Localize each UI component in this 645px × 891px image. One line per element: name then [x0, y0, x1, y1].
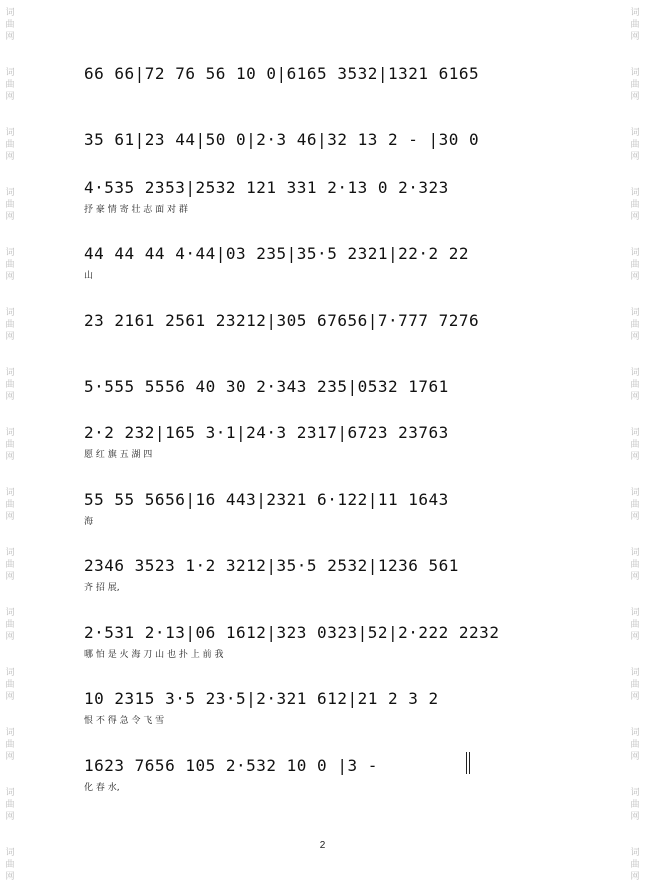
watermark-char: 词	[630, 788, 640, 798]
watermark-char: 词	[630, 548, 640, 558]
lyric-line-3: 抒 豪 情 寄 壮 志 面 对 群	[84, 205, 188, 215]
watermark-char: 词	[630, 368, 640, 378]
watermark-char: 网	[5, 632, 15, 642]
watermark-char: 曲	[630, 500, 640, 510]
watermark-char: 网	[630, 392, 640, 402]
watermark-char: 曲	[5, 740, 15, 750]
watermark-char: 词	[630, 308, 640, 318]
watermark-char: 词	[630, 8, 640, 18]
score-line-12	[84, 756, 566, 792]
watermark-char: 曲	[630, 260, 640, 270]
score-line-1	[84, 64, 566, 100]
lyric-line-7: 愿 红 旗 五 湖 四	[84, 450, 153, 460]
lyric-line-8: 海	[84, 517, 94, 527]
page-number: 2	[319, 840, 326, 851]
watermark-char: 曲	[630, 380, 640, 390]
lyric-line-4: 山	[84, 271, 94, 281]
notation-line-3: 4·535 2353|2532 121 331 2·13 0 2·323	[84, 178, 449, 197]
watermark-char: 网	[630, 752, 640, 762]
notation-line-5: 23 2161 2561 23212|305 67656|7·777 7276	[84, 311, 480, 330]
lyric-line-10: 哪 怕 是 火 海 刀 山 也 扑 上 前 我	[84, 650, 224, 660]
watermark-char: 词	[5, 248, 15, 258]
watermark-char: 词	[5, 548, 15, 558]
watermark-char: 曲	[630, 800, 640, 810]
watermark-char: 网	[5, 692, 15, 702]
watermark-char: 网	[5, 272, 15, 282]
score-line-11	[84, 689, 566, 725]
watermark-char: 曲	[630, 20, 640, 30]
watermark-char: 网	[630, 812, 640, 822]
watermark-char: 曲	[630, 140, 640, 150]
score-line-7	[84, 423, 566, 459]
notation-line-6: 5·555 5556 40 30 2·343 235|0532 1761	[84, 377, 449, 396]
watermark-char: 网	[630, 572, 640, 582]
notation-line-10: 2·531 2·13|06 1612|323 0323|52|2·222 2232	[84, 623, 500, 642]
watermark-char: 网	[630, 512, 640, 522]
watermark-char: 网	[5, 332, 15, 342]
watermark-char: 曲	[5, 80, 15, 90]
watermark-char: 网	[630, 872, 640, 882]
watermark-char: 词	[630, 608, 640, 618]
watermark-char: 网	[630, 212, 640, 222]
notation-line-8: 55 55 5656|16 443|2321 6·122|11 1643	[84, 490, 449, 509]
watermark-char: 曲	[5, 800, 15, 810]
notation-line-11: 10 2315 3·5 23·5|2·321 612|21 2 3 2	[84, 689, 439, 708]
notation-line-4: 44 44 44 4·44|03 235|35·5 2321|22·2 22	[84, 244, 470, 263]
watermark-char: 网	[5, 152, 15, 162]
score-line-8	[84, 490, 566, 526]
watermark-char: 词	[5, 488, 15, 498]
watermark-char: 曲	[630, 620, 640, 630]
watermark-char: 曲	[5, 500, 15, 510]
notation-line-2: 35 61|23 44|50 0|2·3 46|32 13 2 - |30 0	[84, 130, 480, 149]
watermark-char: 曲	[5, 860, 15, 870]
watermark-char: 曲	[5, 200, 15, 210]
watermark-char: 词	[630, 728, 640, 738]
watermark-char: 曲	[630, 740, 640, 750]
notation-line-1: 66 66|72 76 56 10 0|6165 3532|1321 6165	[84, 64, 480, 83]
watermark-char: 曲	[5, 320, 15, 330]
watermark-char: 词	[5, 728, 15, 738]
final-barline-thick	[469, 752, 470, 774]
watermark-char: 词	[5, 8, 15, 18]
watermark-char: 网	[5, 92, 15, 102]
watermark-char: 曲	[5, 140, 15, 150]
watermark-char: 曲	[5, 260, 15, 270]
lyric-line-11: 恨 不 得 急 令 飞 雪	[84, 716, 165, 726]
watermark-char: 曲	[630, 320, 640, 330]
watermark-char: 网	[630, 92, 640, 102]
watermark-char: 网	[630, 692, 640, 702]
watermark-char: 词	[630, 848, 640, 858]
watermark-char: 词	[5, 188, 15, 198]
watermark-char: 词	[630, 668, 640, 678]
watermark-char: 网	[5, 572, 15, 582]
watermark-char: 曲	[5, 620, 15, 630]
final-barline	[466, 752, 467, 774]
watermark-char: 词	[630, 428, 640, 438]
watermark-char: 曲	[630, 440, 640, 450]
watermark-char: 词	[5, 668, 15, 678]
watermark-char: 曲	[630, 80, 640, 90]
watermark-char: 词	[5, 608, 15, 618]
score-line-5	[84, 311, 566, 347]
watermark-char: 词	[5, 308, 15, 318]
watermark-char: 曲	[630, 680, 640, 690]
score-line-9	[84, 556, 566, 592]
watermark-char: 词	[5, 848, 15, 858]
watermark-char: 网	[5, 812, 15, 822]
watermark-right	[625, 0, 645, 891]
lyric-line-9: 齐 招 展,	[84, 583, 120, 593]
watermark-char: 词	[5, 428, 15, 438]
watermark-char: 词	[5, 68, 15, 78]
notation-line-9: 2346 3523 1·2 3212|35·5 2532|1236 561	[84, 556, 459, 575]
watermark-char: 网	[5, 872, 15, 882]
score-line-4	[84, 244, 566, 280]
watermark-char: 网	[630, 32, 640, 42]
watermark-char: 曲	[630, 860, 640, 870]
watermark-char: 网	[630, 152, 640, 162]
score-line-10	[84, 623, 566, 659]
lyric-line-12: 化 春 水,	[84, 783, 120, 793]
watermark-char: 词	[5, 788, 15, 798]
watermark-char: 网	[5, 392, 15, 402]
score-line-6	[84, 377, 566, 413]
watermark-char: 曲	[5, 380, 15, 390]
watermark-char: 曲	[630, 560, 640, 570]
watermark-char: 曲	[5, 680, 15, 690]
watermark-left	[0, 0, 20, 891]
watermark-char: 网	[5, 752, 15, 762]
notation-line-12: 1623 7656 105 2·532 10 0 |3 -	[84, 756, 378, 775]
score-line-2	[84, 130, 566, 166]
watermark-char: 网	[630, 272, 640, 282]
watermark-char: 曲	[5, 20, 15, 30]
watermark-char: 网	[630, 332, 640, 342]
watermark-char: 词	[5, 368, 15, 378]
watermark-char: 曲	[5, 560, 15, 570]
watermark-char: 网	[5, 212, 15, 222]
watermark-char: 词	[5, 128, 15, 138]
watermark-char: 曲	[630, 200, 640, 210]
notation-line-7: 2·2 232|165 3·1|24·3 2317|6723 23763	[84, 423, 449, 442]
watermark-char: 曲	[5, 440, 15, 450]
watermark-char: 网	[630, 632, 640, 642]
watermark-char: 词	[630, 128, 640, 138]
score-line-3	[84, 178, 566, 214]
watermark-char: 网	[630, 452, 640, 462]
watermark-char: 词	[630, 488, 640, 498]
watermark-char: 词	[630, 248, 640, 258]
watermark-char: 词	[630, 68, 640, 78]
watermark-char: 网	[5, 32, 15, 42]
watermark-char: 词	[630, 188, 640, 198]
watermark-char: 网	[5, 452, 15, 462]
watermark-char: 网	[5, 512, 15, 522]
